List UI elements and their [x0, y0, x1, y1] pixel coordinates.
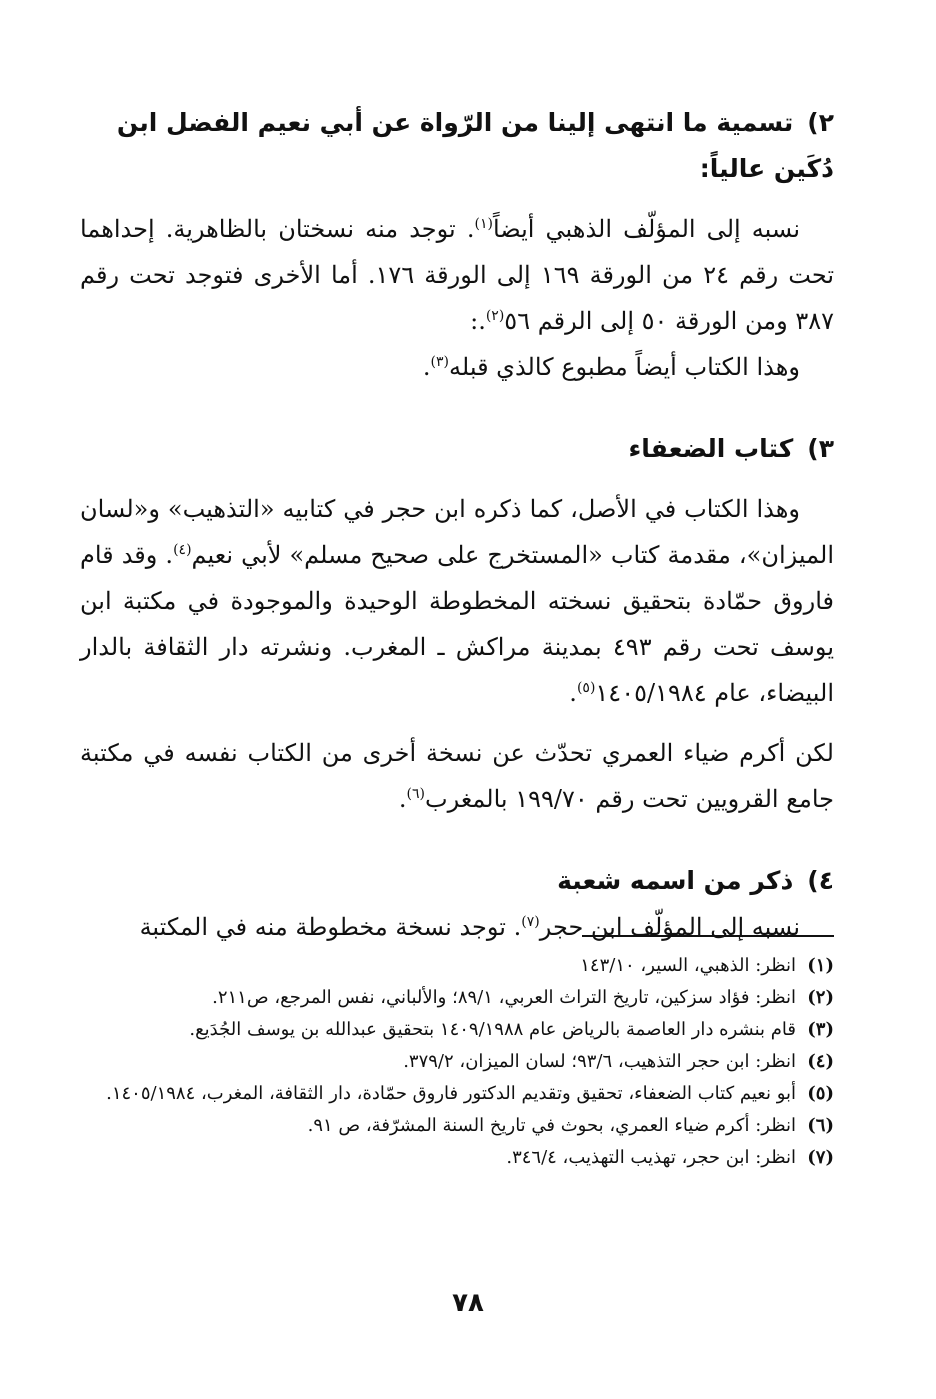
section-title: كتاب الضعفاء	[628, 434, 794, 463]
paragraph-text: .	[569, 679, 577, 707]
footnote-ref: (٢)	[485, 308, 505, 324]
paragraph	[80, 206, 834, 344]
paragraph-text: . وقد قام فاروق حمّادة بتحقيق نسخته المخطوطة الوحيدة والموجودة في مكتبة ابن يوسف تحت رقم ٤٩٣ بمدينة مراكش ـ المغرب. ونشرته دار الثقافة بالدار البيضاء، عام ١٤٠٥/١٩٨٤	[80, 541, 834, 707]
footnote-item	[80, 1078, 834, 1110]
footnote-text: انظر: ابن حجر، تهذيب التهذيب، ٣٤٦/٤.	[506, 1147, 796, 1168]
paragraph-text: نسبه إلى المؤلّف الذهبي أيضاً	[492, 215, 800, 243]
footnote-text: انظر: فؤاد سزكين، تاريخ التراث العربي، ٨٩/١؛ والألباني، نفس المرجع، ص٢١١.	[212, 987, 796, 1008]
footnote-ref: (١)	[474, 216, 493, 232]
footnote-item	[80, 1014, 834, 1046]
footnote-ref: (٥)	[576, 680, 596, 696]
footnote-ref: (٣)	[430, 354, 450, 370]
footnote-ref: (٤)	[173, 542, 192, 558]
paragraph-text: وهذا الكتاب في الأصل، كما ذكره ابن حجر في كتابيه «التذهيب» و«لسان الميزان»، مقدمة كتاب «المستخرج على صحيح مسلم» لأبي نعيم	[80, 495, 834, 569]
footnote-text: انظر: ابن حجر التذهيب، ٩٣/٦؛ لسان الميزان، ٣٧٩/٢.	[403, 1051, 796, 1072]
footnote-number: (١)	[807, 955, 834, 976]
footnote-divider	[582, 935, 834, 937]
section-heading	[80, 858, 834, 904]
paragraph-text: لكن أكرم ضياء العمري تحدّث عن نسخة أخرى من الكتاب نفسه في مكتبة جامع القرويين تحت رقم ١٩٩/٧٠ بالمغرب	[80, 739, 834, 813]
footnote-number: (٧)	[807, 1147, 834, 1168]
paragraph-text: .:	[470, 307, 486, 335]
footnotes-block	[80, 950, 834, 1174]
footnote-item	[80, 1046, 834, 1078]
main-text-block	[80, 100, 834, 950]
footnote-number: (٣)	[807, 1019, 834, 1040]
footnote-item	[80, 1142, 834, 1174]
paragraph-text: . توجد نسخة مخطوطة منه في المكتبة	[139, 913, 522, 941]
section-number: ٣)	[807, 434, 834, 463]
footnote-ref: (٧)	[521, 914, 540, 930]
paragraph	[80, 730, 834, 822]
section-title: تسمية ما انتهى إلينا من الرّواة عن أبي نعيم الفضل ابن دُكَين عالياً:	[116, 108, 834, 183]
footnote-item	[80, 982, 834, 1014]
paragraph-text: وهذا الكتاب أيضاً مطبوع كالذي قبله	[449, 353, 800, 381]
paragraph	[80, 344, 834, 390]
footnote-number: (٦)	[807, 1115, 834, 1136]
section-heading	[80, 100, 834, 192]
footnote-ref: (٦)	[406, 786, 425, 802]
paragraph-text: .	[398, 785, 407, 813]
footnote-text: أبو نعيم كتاب الضعفاء، تحقيق وتقديم الدكتور فاروق حمّادة، دار الثقافة، المغرب، ١٤٠٥/١٩٨٤.	[106, 1083, 796, 1104]
footnote-number: (٥)	[807, 1083, 834, 1104]
paragraph	[80, 486, 834, 716]
paragraph-text: . توجد منه نسختان بالظاهرية. إحداهما تحت رقم ٢٤ من الورقة ١٦٩ إلى الورقة ١٧٦. أما الأخرى فتوجد تحت رقم ٣٨٧ ومن الورقة ٥٠ إلى الرقم ٥٦	[80, 215, 834, 335]
page-number: ٧٨	[452, 1288, 484, 1318]
paragraph-text: نسبه إلى المؤلّف ابن حجر	[539, 913, 800, 941]
footnote-number: (٤)	[807, 1051, 834, 1072]
footnote-text: انظر: الذهبي، السير، ١٤٣/١٠	[580, 955, 796, 976]
paragraph-text: .	[422, 353, 431, 381]
section-number: ٤)	[807, 866, 834, 895]
footnote-item	[80, 1110, 834, 1142]
footnote-number: (٢)	[807, 987, 834, 1008]
section-number: ٢)	[807, 108, 834, 137]
footnote-text: قام بنشره دار العاصمة بالرياض عام ١٤٠٩/١٩٨٨ بتحقيق عبدالله بن يوسف الجُدَيع.	[189, 1019, 796, 1040]
footnote-text: انظر: أكرم ضياء العمري، بحوث في تاريخ السنة المشرّفة، ص ٩١.	[307, 1115, 796, 1136]
section-title: ذكر من اسمه شعبة	[557, 866, 794, 895]
footnote-item	[80, 950, 834, 982]
section-heading	[80, 426, 834, 472]
paragraph	[80, 904, 834, 950]
